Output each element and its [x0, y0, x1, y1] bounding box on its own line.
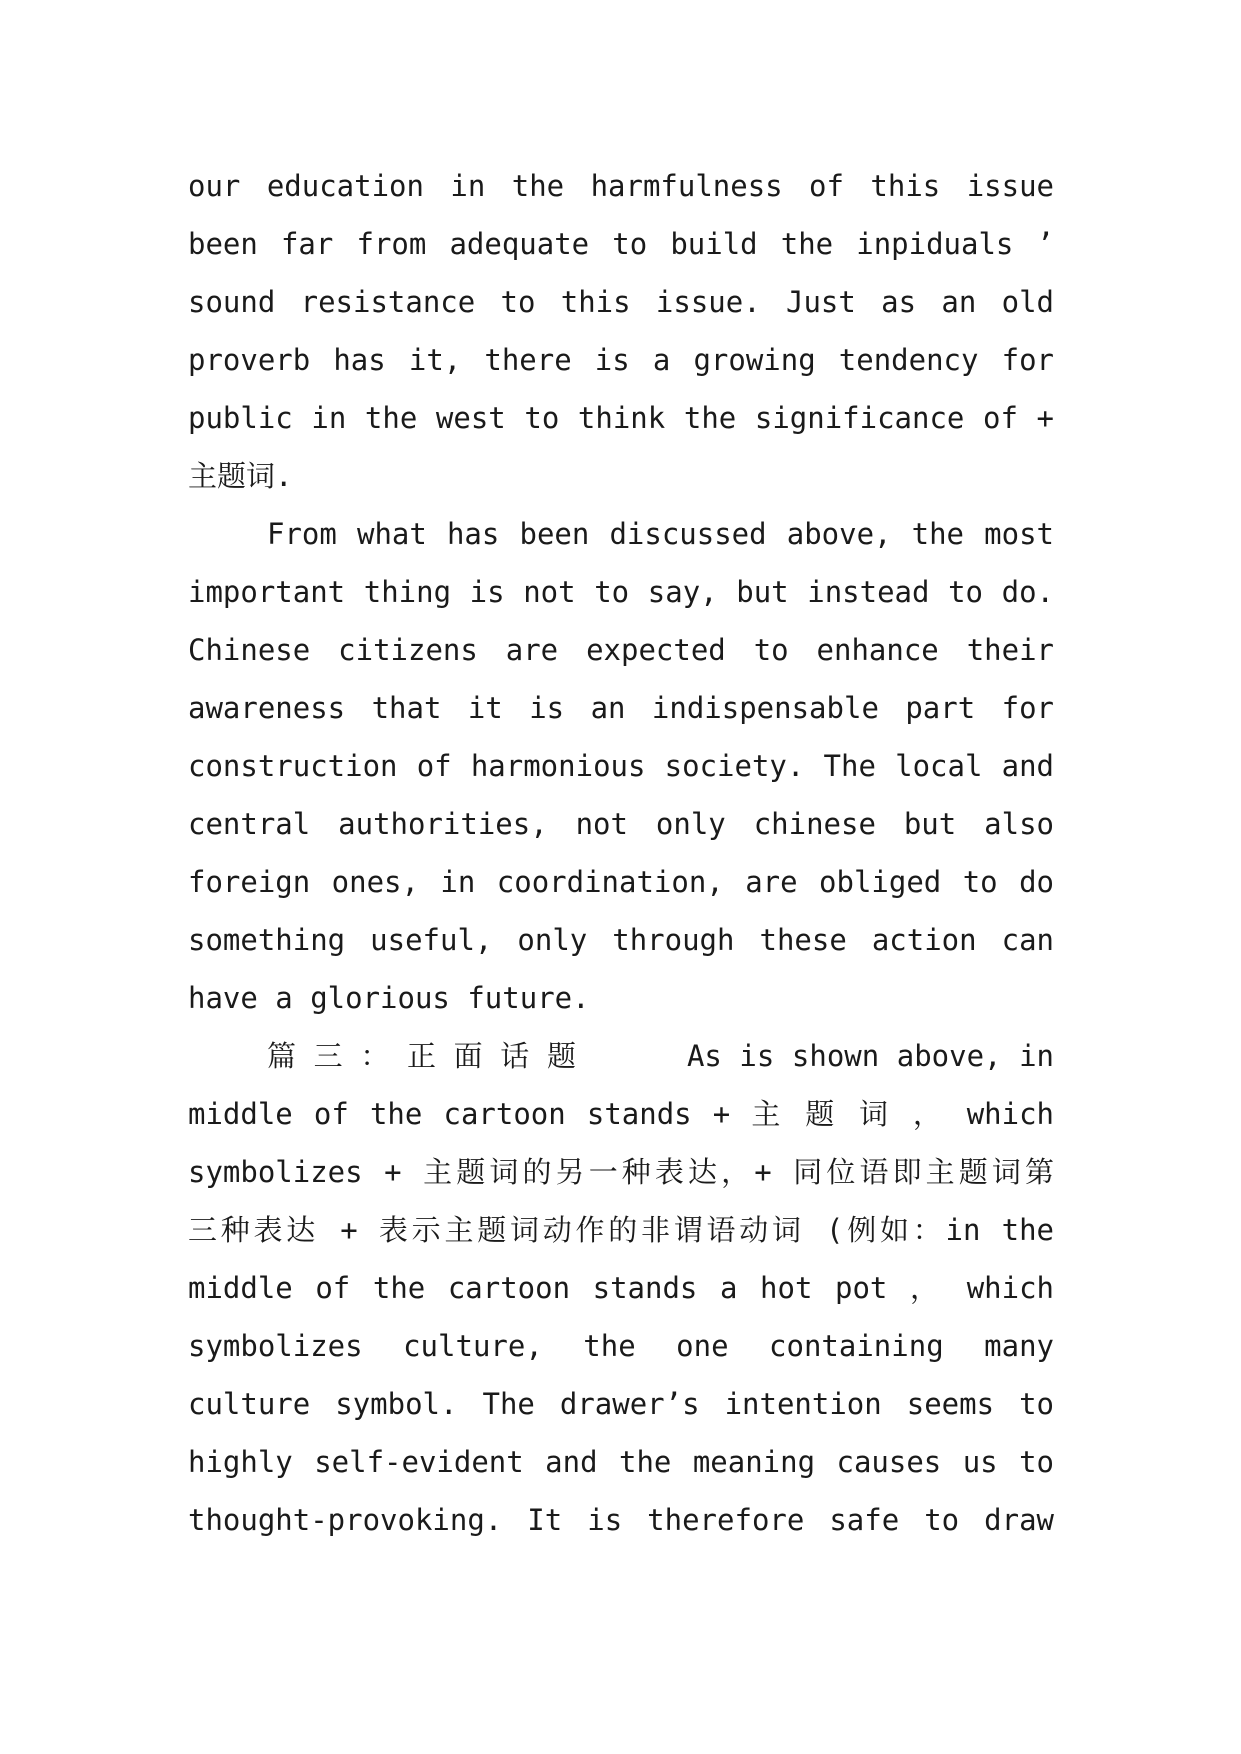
text-line: 主题词.	[188, 459, 293, 493]
text-line: central authorities, not only chinese but also	[188, 807, 1054, 841]
text-line: symbolizes culture, the one containing many	[188, 1329, 1054, 1363]
text-line: middle of the cartoon stands + 主 题 词 ， which	[188, 1097, 1054, 1131]
text-line: symbolizes + 主题词的另一种表达，+ 同位语即主题词第	[188, 1155, 1054, 1189]
text-line: Chinese citizens are expected to enhance their	[188, 633, 1054, 667]
text-line: thought-provoking. It is therefore safe to draw	[188, 1503, 1054, 1537]
text-line: 三种表达 + 表示主题词动作的非谓语动词 (例如：in the	[188, 1213, 1054, 1247]
text-line: highly self-evident and the meaning causes us to	[188, 1445, 1054, 1479]
text-line: something useful, only through these action can	[188, 923, 1054, 957]
text-line: important thing is not to say, but instead to do.	[188, 575, 1054, 609]
text-line: have a glorious future.	[188, 981, 590, 1015]
text-line: construction of harmonious society. The local and	[188, 749, 1054, 783]
paragraph-first-line: 篇 三 ： 正 面 话 题 As is shown above, in	[267, 1039, 1054, 1073]
text-line: culture symbol. The drawer’s intention seems to	[188, 1387, 1054, 1421]
text-line: foreign ones, in coordination, are obliged to do	[188, 865, 1054, 899]
paragraph-first-line: From what has been discussed above, the most	[267, 517, 1054, 551]
text-line: sound resistance to this issue. Just as an old	[188, 285, 1054, 319]
body-text	[188, 157, 1054, 1549]
text-line: awareness that it is an indispensable part for	[188, 691, 1054, 725]
text-line: been far from adequate to build the inpiduals ’	[188, 227, 1054, 261]
text-line: proverb has it, there is a growing tendency for	[188, 343, 1054, 377]
text-line: middle of the cartoon stands a hot pot ， which	[188, 1271, 1054, 1305]
text-line: our education in the harmfulness of this issue	[188, 169, 1054, 203]
text-line: public in the west to think the significance of +	[188, 401, 1054, 435]
